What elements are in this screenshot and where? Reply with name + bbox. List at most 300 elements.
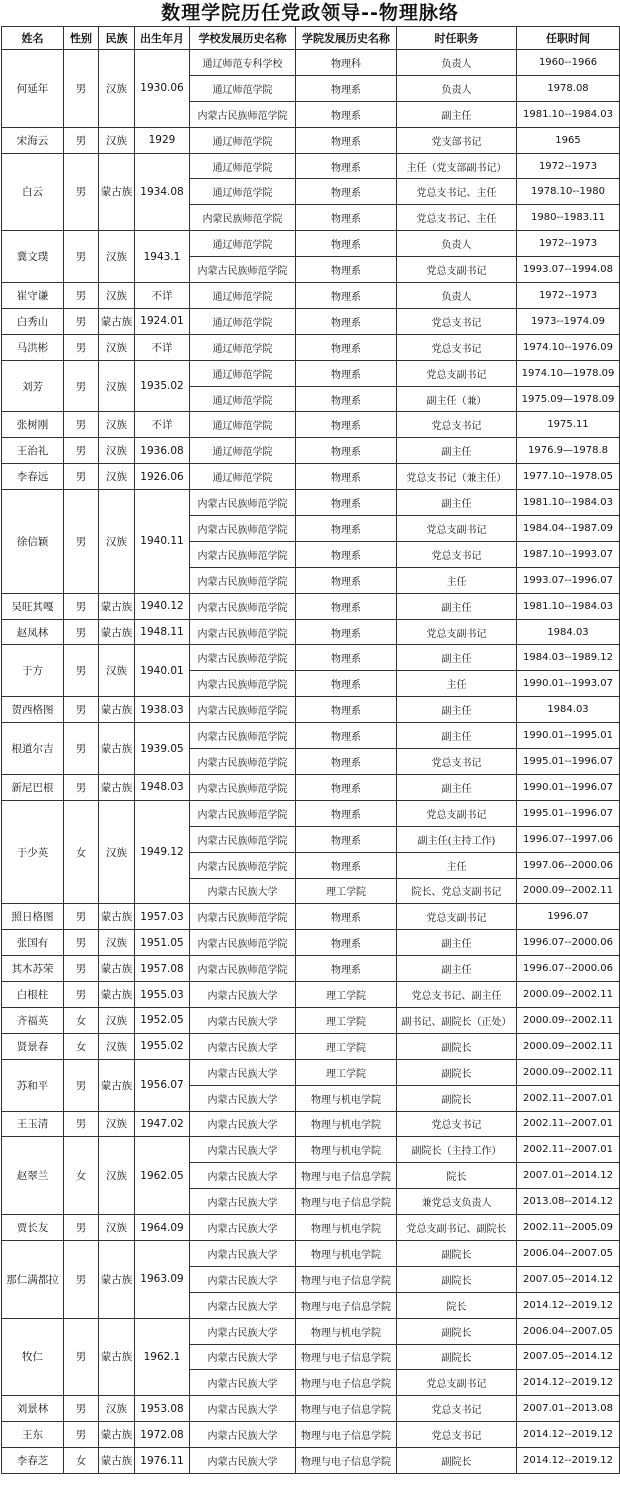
position-title: 党总支书记	[397, 541, 517, 567]
position-college: 物理系	[296, 904, 397, 930]
person-birth: 1936.08	[135, 438, 190, 464]
position-school: 内蒙古民族大学	[190, 1163, 296, 1189]
position-college: 理工学院	[296, 878, 397, 904]
person-birth: 1952.05	[135, 1007, 190, 1033]
position-school: 通辽师范学院	[190, 179, 296, 205]
person-gender: 男	[64, 930, 99, 956]
position-college: 物理系	[296, 956, 397, 982]
position-term: 1997.06--2000.06	[517, 852, 620, 878]
position-title: 党总支书记	[397, 412, 517, 438]
position-school: 通辽师范学院	[190, 334, 296, 360]
person-birth: 1955.02	[135, 1033, 190, 1059]
position-term: 1990.01--1993.07	[517, 671, 620, 697]
person-birth: 不详	[135, 412, 190, 438]
header-ethnicity: 民族	[99, 27, 135, 50]
position-school: 通辽师范学院	[190, 75, 296, 101]
position-term: 1996.07	[517, 904, 620, 930]
position-college: 物理系	[296, 75, 397, 101]
position-term: 1960--1966	[517, 50, 620, 76]
table-row	[2, 1007, 620, 1033]
person-birth: 1926.06	[135, 464, 190, 490]
person-ethnicity: 汉族	[99, 1215, 135, 1241]
table-row	[2, 490, 620, 516]
position-term: 2002.11--2007.01	[517, 1085, 620, 1111]
person-name: 贾长友	[2, 1215, 64, 1241]
person-birth: 1940.01	[135, 645, 190, 697]
table-row	[2, 723, 620, 749]
person-gender: 男	[64, 464, 99, 490]
position-college: 物理系	[296, 774, 397, 800]
position-college: 物理与机电学院	[296, 1240, 397, 1266]
person-name: 那仁满都拉	[2, 1240, 64, 1318]
table-row	[2, 593, 620, 619]
table-row	[2, 334, 620, 360]
person-ethnicity: 汉族	[99, 334, 135, 360]
header-school: 学校发展历史名称	[190, 27, 296, 50]
person-ethnicity: 汉族	[99, 930, 135, 956]
table-row	[2, 1422, 620, 1448]
person-birth: 1976.11	[135, 1448, 190, 1474]
position-term: 1996.07--2000.06	[517, 956, 620, 982]
position-college: 物理系	[296, 205, 397, 231]
table-row	[2, 645, 620, 671]
person-ethnicity: 汉族	[99, 127, 135, 153]
position-school: 内蒙古民族师范学院	[190, 904, 296, 930]
person-birth: 1943.1	[135, 231, 190, 283]
person-name: 王玉清	[2, 1111, 64, 1137]
position-school: 内蒙古民族师范学院	[190, 541, 296, 567]
position-title: 负责人	[397, 283, 517, 309]
person-gender: 男	[64, 1396, 99, 1422]
position-title: 副主任	[397, 490, 517, 516]
person-ethnicity: 汉族	[99, 283, 135, 309]
person-name: 于方	[2, 645, 64, 697]
person-birth: 1955.03	[135, 982, 190, 1008]
position-college: 物理系	[296, 179, 397, 205]
person-birth: 1957.03	[135, 904, 190, 930]
position-school: 内蒙古民族师范学院	[190, 956, 296, 982]
position-term: 1972--1973	[517, 283, 620, 309]
position-title: 副主任	[397, 697, 517, 723]
table-row	[2, 1240, 620, 1266]
position-term: 1980--1983.11	[517, 205, 620, 231]
position-term: 2007.05--2014.12	[517, 1344, 620, 1370]
person-ethnicity: 蒙古族	[99, 723, 135, 775]
position-school: 内蒙古民族大学	[190, 1215, 296, 1241]
position-term: 1990.01--1996.07	[517, 774, 620, 800]
position-college: 物理与电子信息学院	[296, 1189, 397, 1215]
person-gender: 男	[64, 438, 99, 464]
position-college: 物理系	[296, 153, 397, 179]
person-birth: 1924.01	[135, 308, 190, 334]
person-ethnicity: 蒙古族	[99, 1318, 135, 1396]
position-college: 物理与电子信息学院	[296, 1396, 397, 1422]
person-gender: 男	[64, 153, 99, 231]
position-college: 物理系	[296, 516, 397, 542]
person-birth: 1948.03	[135, 774, 190, 800]
header-term: 任职时间	[517, 27, 620, 50]
position-term: 1978.08	[517, 75, 620, 101]
table-row	[2, 982, 620, 1008]
person-ethnicity: 蒙古族	[99, 982, 135, 1008]
position-college: 物理系	[296, 283, 397, 309]
position-school: 内蒙古民族大学	[190, 1318, 296, 1344]
position-school: 通辽师范学院	[190, 283, 296, 309]
table-row	[2, 1215, 620, 1241]
position-college: 物理系	[296, 127, 397, 153]
position-school: 内蒙古民族师范学院	[190, 619, 296, 645]
person-name: 新尼巴根	[2, 774, 64, 800]
person-ethnicity: 蒙古族	[99, 593, 135, 619]
person-gender: 男	[64, 360, 99, 412]
position-college: 物理与机电学院	[296, 1318, 397, 1344]
person-name: 张国有	[2, 930, 64, 956]
position-school: 通辽师范学院	[190, 308, 296, 334]
position-school: 内蒙古民族大学	[190, 1085, 296, 1111]
header-birth: 出生年月	[135, 27, 190, 50]
person-ethnicity: 蒙古族	[99, 1422, 135, 1448]
position-term: 1975.11	[517, 412, 620, 438]
position-college: 物理系	[296, 749, 397, 775]
position-school: 通辽师范学院	[190, 153, 296, 179]
position-title: 党总支书记、主任	[397, 205, 517, 231]
position-title: 党总支书记	[397, 308, 517, 334]
person-gender: 男	[64, 1111, 99, 1137]
position-term: 1974.10—1978.09	[517, 360, 620, 386]
position-college: 物理系	[296, 541, 397, 567]
position-term: 1984.03	[517, 619, 620, 645]
position-college: 物理系	[296, 386, 397, 412]
position-school: 内蒙古民族大学	[190, 1137, 296, 1163]
position-term: 2000.09--2002.11	[517, 1033, 620, 1059]
person-gender: 男	[64, 982, 99, 1008]
position-school: 通辽师范学院	[190, 231, 296, 257]
person-gender: 男	[64, 231, 99, 283]
position-term: 2014.12--2019.12	[517, 1370, 620, 1396]
position-school: 内蒙古民族师范学院	[190, 930, 296, 956]
position-term: 1993.07--1994.08	[517, 257, 620, 283]
position-term: 2014.12--2019.12	[517, 1422, 620, 1448]
person-gender: 男	[64, 1240, 99, 1318]
position-title: 党总支书记（兼主任）	[397, 464, 517, 490]
position-school: 内蒙古民族师范学院	[190, 645, 296, 671]
position-title: 党总支副书记	[397, 516, 517, 542]
person-gender: 男	[64, 1422, 99, 1448]
position-school: 内蒙古民族大学	[190, 1033, 296, 1059]
position-college: 物理与机电学院	[296, 1085, 397, 1111]
position-school: 内蒙古民族大学	[190, 982, 296, 1008]
position-term: 1978.10--1980	[517, 179, 620, 205]
person-gender: 男	[64, 50, 99, 128]
position-term: 1972--1973	[517, 231, 620, 257]
person-gender: 男	[64, 723, 99, 775]
person-birth: 1934.08	[135, 153, 190, 231]
person-birth: 1951.05	[135, 930, 190, 956]
position-title: 副主任	[397, 593, 517, 619]
position-title: 负责人	[397, 231, 517, 257]
position-title: 副主任	[397, 101, 517, 127]
person-name: 冀文璞	[2, 231, 64, 283]
table-row	[2, 1111, 620, 1137]
person-gender: 男	[64, 904, 99, 930]
person-ethnicity: 蒙古族	[99, 904, 135, 930]
person-name: 于少英	[2, 800, 64, 904]
position-school: 内蒙古民族大学	[190, 1422, 296, 1448]
person-birth: 1940.12	[135, 593, 190, 619]
person-gender: 男	[64, 645, 99, 697]
position-college: 物理系	[296, 852, 397, 878]
position-school: 内蒙古民族师范学院	[190, 101, 296, 127]
table-row	[2, 308, 620, 334]
table-body	[2, 50, 620, 1474]
position-college: 物理科	[296, 50, 397, 76]
person-name: 马洪彬	[2, 334, 64, 360]
table-row	[2, 231, 620, 257]
position-term: 1975.09—1978.09	[517, 386, 620, 412]
table-row	[2, 1396, 620, 1422]
position-school: 内蒙古民族大学	[190, 1344, 296, 1370]
position-school: 通辽师范学院	[190, 464, 296, 490]
position-college: 物理系	[296, 645, 397, 671]
person-gender: 男	[64, 308, 99, 334]
position-title: 党总支书记	[397, 1396, 517, 1422]
person-birth: 1964.09	[135, 1215, 190, 1241]
position-term: 1987.10--1993.07	[517, 541, 620, 567]
position-title: 副主任（兼）	[397, 386, 517, 412]
person-ethnicity: 汉族	[99, 1033, 135, 1059]
person-name: 牧仁	[2, 1318, 64, 1396]
position-title: 主任	[397, 852, 517, 878]
person-ethnicity: 汉族	[99, 645, 135, 697]
table-row	[2, 697, 620, 723]
position-title: 党支部书记	[397, 127, 517, 153]
person-gender: 女	[64, 1137, 99, 1215]
position-school: 内蒙古民族师范学院	[190, 723, 296, 749]
table-row	[2, 464, 620, 490]
position-school: 内蒙古民族师范学院	[190, 800, 296, 826]
table-row	[2, 930, 620, 956]
person-name: 苏和平	[2, 1059, 64, 1111]
position-title: 院长、党总支副书记	[397, 878, 517, 904]
position-term: 2007.05--2014.12	[517, 1266, 620, 1292]
position-school: 内蒙古民族师范学院	[190, 749, 296, 775]
position-term: 1984.04--1987.09	[517, 516, 620, 542]
position-school: 通辽师范学院	[190, 412, 296, 438]
position-college: 物理与电子信息学院	[296, 1422, 397, 1448]
position-title: 副院长	[397, 1033, 517, 1059]
person-birth: 1939.05	[135, 723, 190, 775]
position-college: 物理与机电学院	[296, 1137, 397, 1163]
table-row	[2, 412, 620, 438]
position-term: 1993.07--1996.07	[517, 567, 620, 593]
person-gender: 男	[64, 593, 99, 619]
position-title: 兼党总支负责人	[397, 1189, 517, 1215]
position-school: 内蒙古民族大学	[190, 1189, 296, 1215]
position-title: 党总支副书记	[397, 1370, 517, 1396]
position-title: 副书记、副院长（正处）	[397, 1007, 517, 1033]
position-title: 主任（党支部副书记）	[397, 153, 517, 179]
position-term: 1996.07--1997.06	[517, 826, 620, 852]
position-term: 2002.11--2007.01	[517, 1137, 620, 1163]
person-gender: 女	[64, 1033, 99, 1059]
person-birth: 1938.03	[135, 697, 190, 723]
position-school: 通辽师范学院	[190, 360, 296, 386]
person-birth: 1948.11	[135, 619, 190, 645]
person-gender: 男	[64, 697, 99, 723]
position-title: 副院长	[397, 1344, 517, 1370]
table-row	[2, 1059, 620, 1085]
position-college: 物理系	[296, 101, 397, 127]
position-title: 党总支副书记	[397, 800, 517, 826]
person-ethnicity: 汉族	[99, 490, 135, 594]
position-school: 内蒙古民族师范学院	[190, 593, 296, 619]
person-birth: 1956.07	[135, 1059, 190, 1111]
table-row	[2, 50, 620, 76]
person-gender: 男	[64, 1318, 99, 1396]
position-school: 内蒙古民族师范学院	[190, 774, 296, 800]
person-name: 白云	[2, 153, 64, 231]
person-ethnicity: 汉族	[99, 1396, 135, 1422]
position-term: 1990.01--1995.01	[517, 723, 620, 749]
table-row	[2, 619, 620, 645]
position-school: 内蒙古民族师范学院	[190, 516, 296, 542]
position-title: 副院长	[397, 1059, 517, 1085]
position-title: 党总支书记	[397, 1422, 517, 1448]
page-title: 数理学院历任党政领导--物理脉络	[161, 2, 459, 24]
position-school: 内蒙古民族师范学院	[190, 671, 296, 697]
position-school: 内蒙古民族师范学院	[190, 852, 296, 878]
person-name: 赵凤林	[2, 619, 64, 645]
position-college: 物理系	[296, 308, 397, 334]
position-title: 副院长	[397, 1318, 517, 1344]
position-school: 内蒙古民族大学	[190, 1448, 296, 1474]
person-name: 李春远	[2, 464, 64, 490]
position-college: 物理与机电学院	[296, 1215, 397, 1241]
position-term: 1972--1973	[517, 153, 620, 179]
person-name: 白秀山	[2, 308, 64, 334]
person-name: 根道尔吉	[2, 723, 64, 775]
person-ethnicity: 蒙古族	[99, 1240, 135, 1318]
position-college: 理工学院	[296, 1033, 397, 1059]
position-college: 物理系	[296, 257, 397, 283]
position-college: 物理与电子信息学院	[296, 1344, 397, 1370]
position-school: 内蒙古民族大学	[190, 1059, 296, 1085]
position-college: 物理与机电学院	[296, 1111, 397, 1137]
person-birth: 1962.1	[135, 1318, 190, 1396]
person-gender: 男	[64, 127, 99, 153]
person-gender: 男	[64, 774, 99, 800]
person-birth: 1940.11	[135, 490, 190, 594]
person-name: 吴旺其嘎	[2, 593, 64, 619]
position-title: 党总支副书记、副院长	[397, 1215, 517, 1241]
position-college: 理工学院	[296, 1059, 397, 1085]
position-term: 2013.08--2014.12	[517, 1189, 620, 1215]
position-term: 1974.10--1976.09	[517, 334, 620, 360]
position-title: 副主任	[397, 774, 517, 800]
position-title: 副主任	[397, 438, 517, 464]
position-college: 物理系	[296, 464, 397, 490]
position-term: 2000.09--2002.11	[517, 878, 620, 904]
person-birth: 1972.08	[135, 1422, 190, 1448]
person-ethnicity: 汉族	[99, 1007, 135, 1033]
position-college: 物理系	[296, 567, 397, 593]
leaders-table	[1, 26, 620, 1474]
position-title: 院长	[397, 1163, 517, 1189]
header-gender: 性别	[64, 27, 99, 50]
person-ethnicity: 蒙古族	[99, 697, 135, 723]
position-college: 物理系	[296, 334, 397, 360]
position-title: 副主任	[397, 930, 517, 956]
position-college: 物理与电子信息学院	[296, 1448, 397, 1474]
position-title: 负责人	[397, 50, 517, 76]
person-name: 张树刚	[2, 412, 64, 438]
person-ethnicity: 汉族	[99, 412, 135, 438]
position-college: 物理系	[296, 593, 397, 619]
position-college: 物理系	[296, 438, 397, 464]
person-ethnicity: 汉族	[99, 1111, 135, 1137]
person-ethnicity: 汉族	[99, 1137, 135, 1215]
table-row	[2, 956, 620, 982]
person-ethnicity: 蒙古族	[99, 956, 135, 982]
person-birth: 1962.05	[135, 1137, 190, 1215]
position-term: 1996.07--2000.06	[517, 930, 620, 956]
position-school: 内蒙古民族大学	[190, 1370, 296, 1396]
position-school: 内蒙古民族大学	[190, 1396, 296, 1422]
person-birth: 1929	[135, 127, 190, 153]
position-term: 2006.04--2007.05	[517, 1318, 620, 1344]
position-college: 物理系	[296, 671, 397, 697]
person-birth: 不详	[135, 283, 190, 309]
person-name: 其木苏荣	[2, 956, 64, 982]
position-term: 1981.10--1984.03	[517, 593, 620, 619]
table-row	[2, 800, 620, 826]
person-ethnicity: 蒙古族	[99, 153, 135, 231]
table-row	[2, 438, 620, 464]
person-name: 白根柱	[2, 982, 64, 1008]
position-college: 物理系	[296, 412, 397, 438]
position-title: 党总支副书记	[397, 257, 517, 283]
position-school: 通辽师范专科学校	[190, 50, 296, 76]
person-gender: 女	[64, 1007, 99, 1033]
person-name: 贤景春	[2, 1033, 64, 1059]
person-ethnicity: 蒙古族	[99, 619, 135, 645]
position-school: 内蒙古民族大学	[190, 878, 296, 904]
position-school: 通辽师范学院	[190, 386, 296, 412]
header-college: 学院发展历史名称	[296, 27, 397, 50]
person-ethnicity: 汉族	[99, 360, 135, 412]
position-school: 内蒙古民族师范学院	[190, 826, 296, 852]
position-college: 物理系	[296, 231, 397, 257]
position-title: 党总支书记	[397, 749, 517, 775]
position-title: 副主任(主持工作)	[397, 826, 517, 852]
person-birth: 1957.08	[135, 956, 190, 982]
person-gender: 男	[64, 1059, 99, 1111]
person-name: 照日格图	[2, 904, 64, 930]
table-row	[2, 904, 620, 930]
person-ethnicity: 汉族	[99, 464, 135, 490]
position-term: 1995.01--1996.07	[517, 800, 620, 826]
position-term: 1984.03--1989.12	[517, 645, 620, 671]
person-ethnicity: 蒙古族	[99, 1059, 135, 1111]
person-birth: 1930.06	[135, 50, 190, 128]
position-school: 内蒙古民族大学	[190, 1240, 296, 1266]
position-title: 院长	[397, 1292, 517, 1318]
position-college: 理工学院	[296, 1007, 397, 1033]
table-row	[2, 1137, 620, 1163]
position-college: 物理系	[296, 697, 397, 723]
position-school: 内蒙古民族师范学院	[190, 697, 296, 723]
person-name: 徐信颖	[2, 490, 64, 594]
